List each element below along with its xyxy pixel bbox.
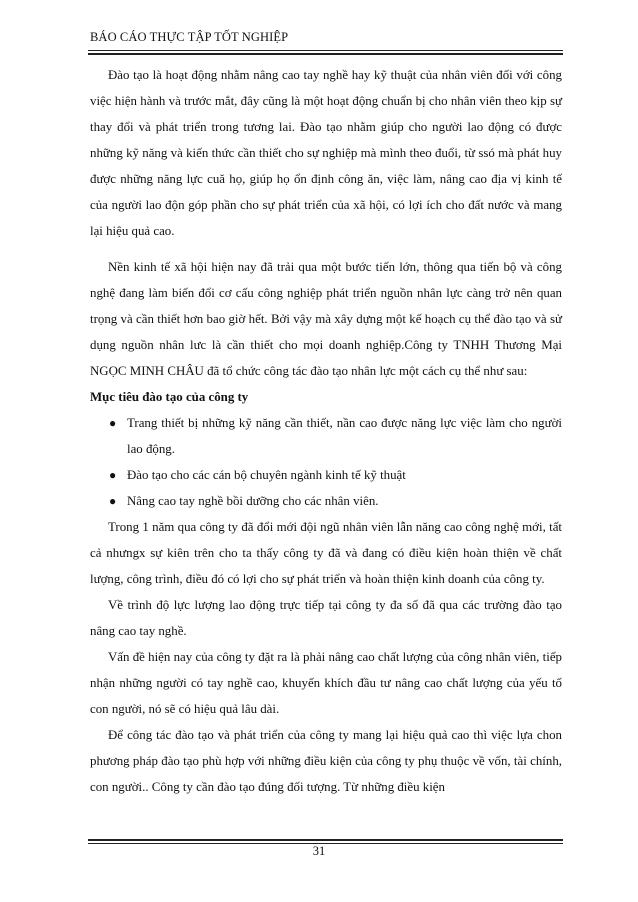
list-item-text: Đào tạo cho các cán bộ chuyên ngành kinh tế kỹ thuật xyxy=(127,468,406,482)
paragraph-economic-context: Nền kinh tế xã hội hiện nay đã trải qua một bước tiến lớn, thông qua tiến bộ và công nghệ đang làm biến đổi cơ cấu công nghiệp phát triển nguồn nhân lực càng trở nên quan trọng và cần thiết hơn bao giờ hết. Bởi vậy mà xây dựng một kế hoạch cụ thể đào tạo và sử dụng nguồn nhân lưc là cần thiết cho mọi doanh nghiệp.Công ty TNHH Thương Mại NGỌC MINH CHÂU đã tổ chức công tác đào tạo nhân lực một cách cụ thể như sau: xyxy=(90,260,562,378)
footer-rule-thick xyxy=(88,839,563,841)
bullet-icon: ● xyxy=(109,468,117,482)
paragraph-training-methods: Để công tác đào tạo và phát triển của công ty mang lại hiệu quả cao thì việc lựa chon phương pháp đào tạo phù hợp với những điều kiện của công ty phụ thuộc về vốn, tài chính, con người.. Công ty cần đào tạo đúng đối tượng. Từ những điều kiện xyxy=(90,728,562,794)
header-rule xyxy=(88,50,563,51)
bullet-icon: ● xyxy=(109,416,117,430)
page-body xyxy=(90,62,562,800)
page-number: 31 xyxy=(312,844,326,858)
paragraph-innovation: Trong 1 năm qua công ty đã đổi mới đội ngũ nhân viên lẫn năng cao công nghệ mới, tất cả nhưngx sự kiên trên cho ta thấy công ty đã và đang có điều kiện hoàn thiện về chất lượng, công trình, điều đó có lợi cho sự phát triển và hoàn thiện kinh doanh của công ty. xyxy=(90,520,562,586)
paragraph-workforce-level: Về trình độ lực lượng lao động trực tiếp tại công ty đa số đã qua các trường đào tạo nâng cao tay nghề. xyxy=(90,598,562,638)
bullet-icon: ● xyxy=(109,494,117,508)
section-heading-training-goals: Mục tiêu đào tạo của công ty xyxy=(90,390,249,404)
list-item xyxy=(90,488,562,514)
running-header: BÁO CÁO THỰC TẬP TỐT NGHIỆP xyxy=(90,30,289,44)
header-rule-thick xyxy=(88,53,563,55)
list-item-text: Nâng cao tay nghề bồi dưỡng cho các nhân viên. xyxy=(127,494,379,508)
list-item-text: Trang thiết bị những kỹ năng cần thiết, nần cao được năng lực việc làm cho người lao động. xyxy=(127,416,562,456)
list-item xyxy=(90,410,562,462)
paragraph-training-definition: Đào tạo là hoạt động nhằm nâng cao tay nghề hay kỹ thuật của nhân viên đối với công việc hiện hành và trước mắt, đây cũng là một hoạt động chuẩn bị cho nhân viên theo kịp sự thay đổi và phát triển trong tương lai. Đào tạo nhằm giúp cho người lao động có được những kỹ năng và kiến thức cần thiết cho sự nghiệp mà mình theo đuổi, từ ssó mà phát huy được những năng lực cuă họ, giúp họ ổn định công ăn, việc làm, nâng cao địa vị kinh tế của người lao độn góp phần cho sự phát triển của xã hội, có lợi ích cho đất nước và mang lại hiệu quả cao. xyxy=(90,68,562,238)
training-goals-list xyxy=(90,410,562,514)
list-item xyxy=(90,462,562,488)
paragraph-current-issues: Vấn đề hiện nay của công ty đặt ra là phải nâng cao chất lượng của công nhân viên, tiếp nhận những người có tay nghề cao, khuyến khích đầu tư nâng cao chất lượng của yếu tố con người, nó sẽ có hiệu quả lâu dài. xyxy=(90,650,562,716)
